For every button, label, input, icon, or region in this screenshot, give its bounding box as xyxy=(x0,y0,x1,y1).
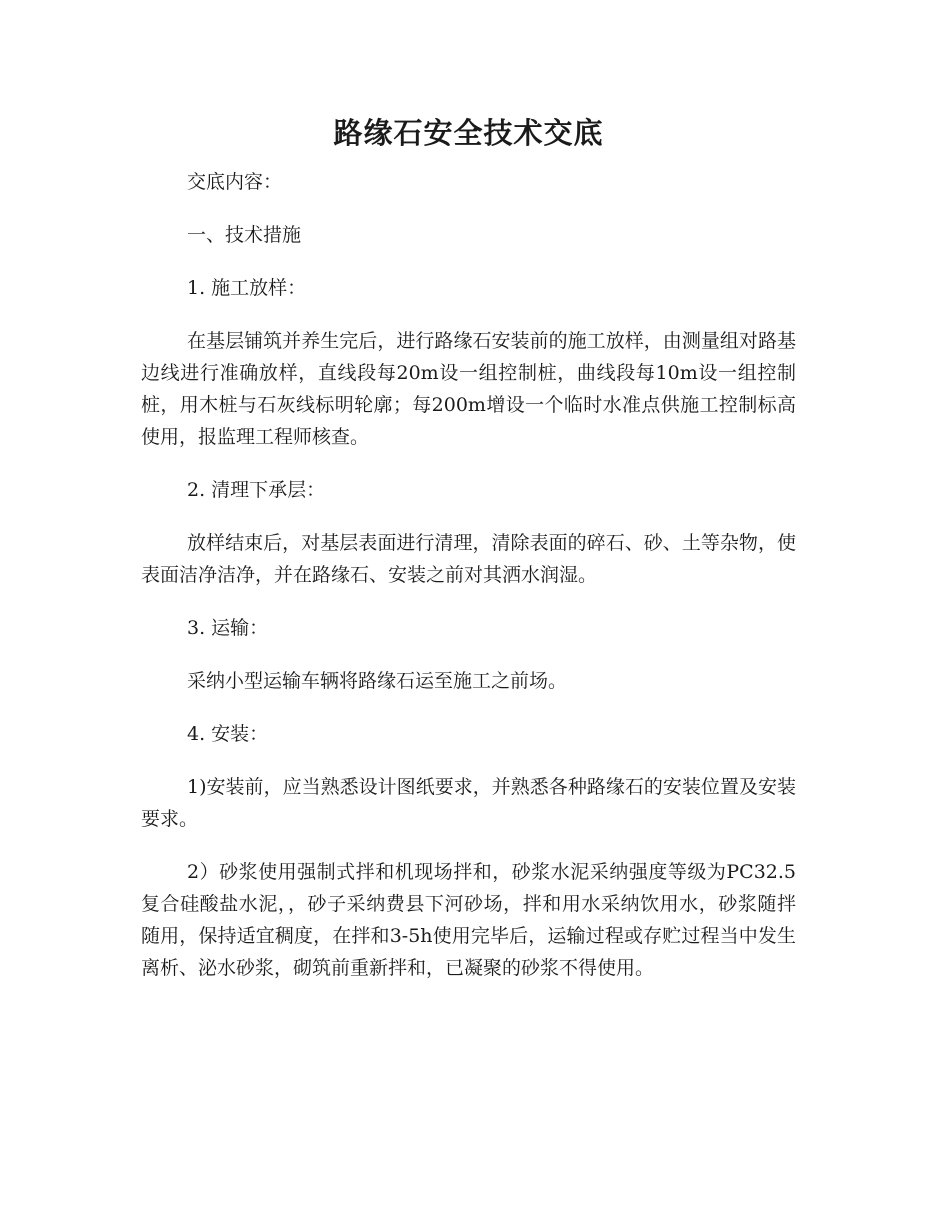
paragraph-installation-2: 2）砂浆使用强制式拌和机现场拌和，砂浆水泥采纳强度等级为PC32.5复合硅酸盐水泥，，砂子采纳费县下河砂场，拌和用水采纳饮用水，砂浆随拌随用，保持适宜稠度，在拌和3-5h使用完毕后，运输过程或存贮过程当中发生离析、泌水砂浆，砌筑前重新拌和，已凝聚的砂浆不得使用。 xyxy=(141,861,796,979)
disclosure-content-label: 交底内容： xyxy=(187,171,283,193)
item-heading-installation: 4. 安装： xyxy=(187,723,269,745)
item-heading-clean-base: 2. 清理下承层： xyxy=(187,479,326,501)
item-heading-transport: 3. 运输： xyxy=(187,617,269,639)
paragraph-clean-base: 放样结束后，对基层表面进行清理，清除表面的碎石、砂、土等杂物，使表面洁净洁净，并在路缘石、安装之前对其洒水润湿。 xyxy=(141,532,796,586)
paragraph-layout: 在基层铺筑并养生完后，进行路缘石安装前的施工放样，由测量组对路基边线进行准确放样，直线段每20m设一组控制桩，曲线段每10m设一组控制桩，用木桩与石灰线标明轮廓；每200m增设一个临时水准点供施工控制标高使用，报监理工程师核查。 xyxy=(141,330,796,448)
document-body xyxy=(141,108,796,1005)
paragraph-transport: 采纳小型运输车辆将路缘石运至施工之前场。 xyxy=(187,670,568,692)
document-title: 路缘石安全技术交底 xyxy=(333,116,604,150)
paragraph-installation-1: 1)安装前，应当熟悉设计图纸要求，并熟悉各种路缘石的安装位置及安装要求。 xyxy=(141,776,796,830)
section-heading-technical-measures: 一、技术措施 xyxy=(187,224,302,246)
item-heading-layout: 1. 施工放样： xyxy=(187,277,307,299)
